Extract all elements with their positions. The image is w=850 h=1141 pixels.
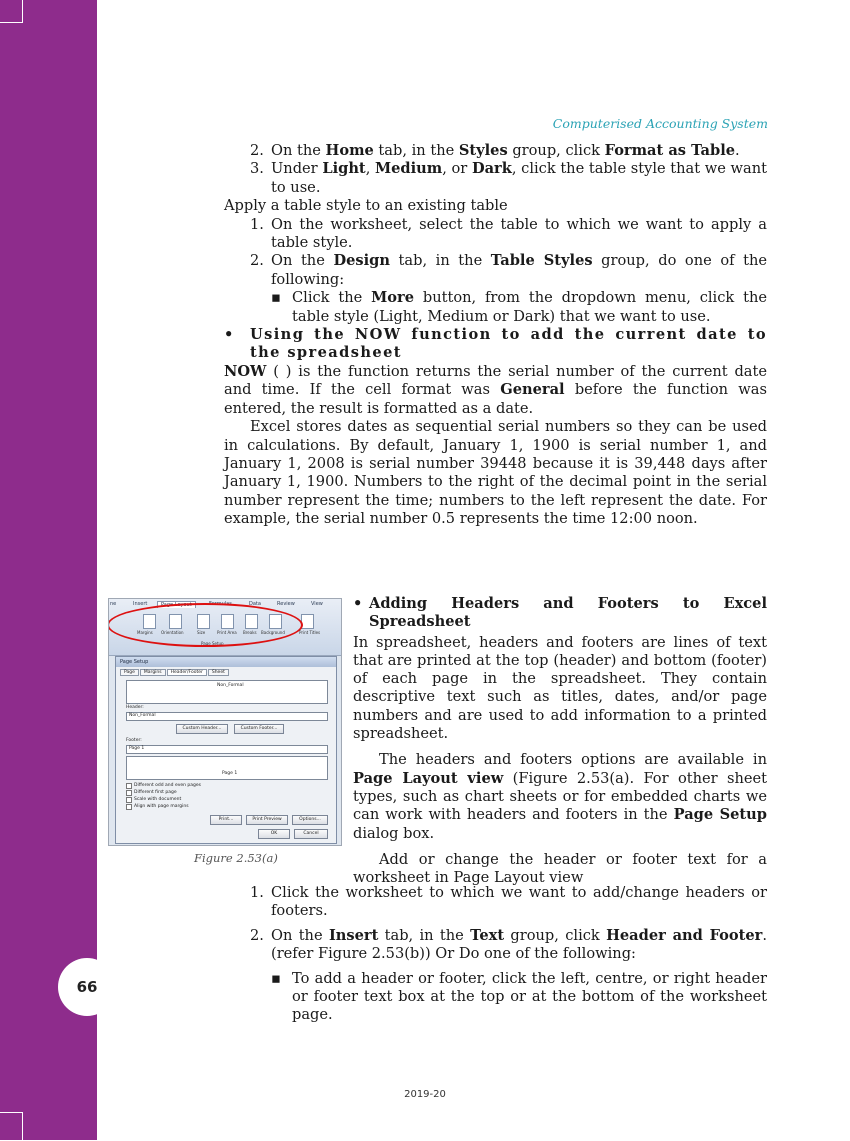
- section-heading: • Using the NOW function to add the current date to the spreadsheet: [224, 326, 767, 362]
- ribbon-tab: ne: [110, 601, 117, 607]
- list-item: 2. On the Design tab, in the Table Styles group, do one of the following:: [250, 252, 768, 288]
- header-select: Non_Formal: [126, 712, 328, 721]
- paragraph: The headers and footers options are available in Page Layout view (Figure 2.53(a). For other sheet types, such as chart sheets or for embedded charts we can work with headers and footers in the Page Setup dialog box.: [353, 751, 767, 842]
- figure-caption: Figure 2.53(a): [194, 851, 278, 865]
- dialog-tabs: Page Margins Header/Footer Sheet: [120, 669, 230, 676]
- ribbon: ne Insert Page Layout Formulas Data Review View Margins Orientation Size Print Area Breaks Background Print Titles Page Setup: [109, 599, 341, 656]
- checkbox: [126, 804, 132, 810]
- print-button: Print...: [210, 815, 242, 825]
- footer-preview: Page 1: [126, 756, 328, 780]
- crop-mark-top: [0, 0, 23, 23]
- page-number: 66: [58, 958, 116, 1016]
- paragraph: Add or change the header or footer text for a worksheet in Page Layout view: [353, 850, 767, 887]
- ribbon-tab: Data: [249, 601, 261, 607]
- ribbon-tab: Insert: [133, 601, 148, 607]
- ribbon-tab: Page Layout: [157, 601, 196, 608]
- paragraph: In spreadsheet, headers and footers are lines of text that are printed at the top (header) and bottom (footer) of each page in the spreadsheet. They contain descriptive text such as titles, dates, and/or page numbers and are used to add information to a printed spreadsheet.: [353, 633, 767, 743]
- ribbon-tab: Review: [277, 601, 295, 607]
- checkbox: [126, 790, 132, 796]
- running-header: Computerised Accounting System: [552, 116, 768, 131]
- square-bullet-icon: ▪: [271, 289, 281, 307]
- highlight-oval: [108, 603, 303, 647]
- print-preview-button: Print Preview: [246, 815, 288, 825]
- custom-footer-button: Custom Footer...: [234, 724, 284, 734]
- list-item: 3. Under Light, Medium, or Dark, click the table style that we want to use.: [250, 160, 767, 196]
- print-titles-icon: [301, 614, 314, 629]
- checkbox: [126, 797, 132, 803]
- main-content: [224, 142, 767, 529]
- header-preview: Non_Formal: [126, 680, 328, 704]
- custom-header-button: Custom Header...: [176, 724, 228, 734]
- page-setup-dialog: Page Setup Page Margins Header/Footer Sheet Non_Formal Header: Non_Formal Custom Header... Custom Footer... Footer: Page 1 Page 1 Different odd and even pages Different first page Scale with document Align with page margins Print... Print Preview Options... OK Cancel: [115, 656, 337, 844]
- bullet-icon: •: [224, 326, 235, 344]
- list-item: 2. On the Home tab, in the Styles group, click Format as Table.: [250, 142, 740, 159]
- lower-content: [224, 884, 767, 1031]
- footer-select: Page 1: [126, 745, 328, 754]
- sub-list-item: ▪ Click the More button, from the dropdown menu, click the table style (Light, Medium or Dark) that we want to use.: [271, 289, 767, 325]
- crop-mark-bottom: [0, 1112, 23, 1141]
- list-item: 1. On the worksheet, select the table to which we want to apply a table style.: [250, 215, 767, 252]
- cancel-button: Cancel: [294, 829, 328, 839]
- headers-footers-section: [353, 595, 767, 895]
- ribbon-tab: View: [311, 601, 323, 607]
- checkbox: [126, 783, 132, 789]
- sub-list-item: ▪ To add a header or footer, click the left, centre, or right header or footer text box at the top or at the bottom of the worksheet page.: [271, 969, 767, 1024]
- group-label: Page Setup: [201, 641, 224, 646]
- list-item: 1. Click the worksheet to which we want to add/change headers or footers.: [250, 884, 767, 920]
- page-setup-screenshot: [108, 598, 342, 846]
- dialog-title: Page Setup: [116, 657, 336, 667]
- bullet-icon: •: [353, 595, 363, 612]
- square-bullet-icon: ▪: [271, 969, 281, 987]
- footer-year: 2019-20: [404, 1089, 446, 1100]
- ribbon-tab: Formulas: [209, 601, 232, 607]
- list-item: 2. On the Insert tab, in the Text group, click Header and Footer. (refer Figure 2.53(b)) Or Do one of the following:: [250, 926, 768, 963]
- paragraph: NOW ( ) is the function returns the serial number of the current date and time. If the cell format was General before the function was entered, the result is formatted as a date.: [224, 362, 767, 417]
- options-button: Options...: [292, 815, 328, 825]
- section-subheading: Apply a table style to an existing table: [224, 197, 508, 215]
- section-heading: • Adding Headers and Footers to Excel Spreadsheet: [353, 595, 767, 631]
- ok-button: OK: [258, 829, 290, 839]
- paragraph: Excel stores dates as sequential serial numbers so they can be used in calculations. By default, January 1, 1900 is serial number 1, and January 1, 2008 is serial number 39448 because it is 39,448 days after January 1, 1900. Numbers to the right of the decimal point in the serial number represent the time; numbers to the left represent the date. For example, the serial number 0.5 represents the time 12:00 noon.: [224, 418, 767, 528]
